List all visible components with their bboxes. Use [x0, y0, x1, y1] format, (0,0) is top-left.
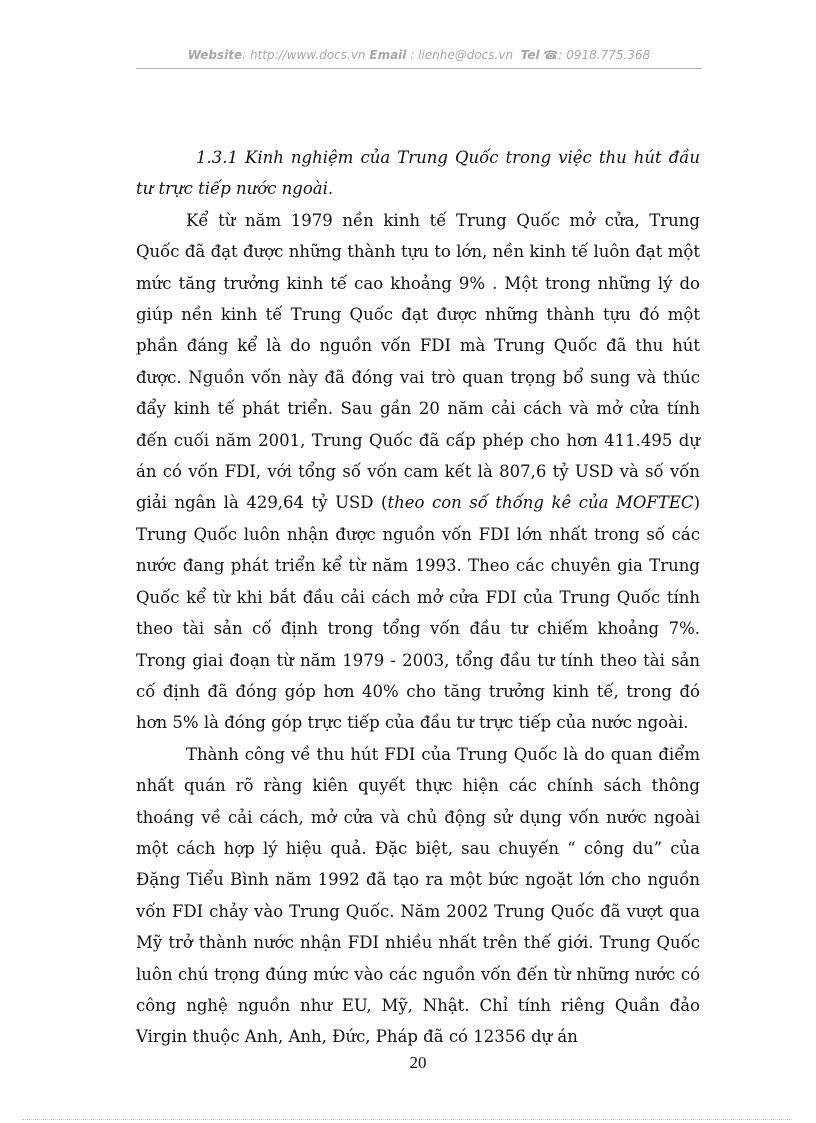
- document-body: [136, 142, 700, 1053]
- header-divider: [136, 68, 702, 69]
- website-url: : http://www.docs.vn: [242, 48, 366, 62]
- email-label: Email: [369, 48, 407, 62]
- paragraph-1: [136, 205, 700, 739]
- page-number: 20: [409, 1053, 427, 1072]
- paragraph-1-text-a: Kể từ năm 1979 nền kinh tế Trung Quốc mở cửa, Trung Quốc đã đạt được những thành tựu to lớn, nền kinh tế luôn đạt một mức tăng trưởng kinh tế cao khoảng 9% . Một trong những lý do giúp nền kinh tế Trung Quốc đạt được những thành tựu đó một phần đáng kể là do nguồn vốn FDI mà Trung Quốc đã thu hút được. Nguồn vốn này đã đóng vai trò quan trọng bổ sung và thúc đẩy kinh tế phát triển. Sau gần 20 năm cải cách và mở cửa tính đến cuối năm 2001, Trung Quốc đã cấp phép cho hơn 411.495 dự án có vốn FDI, với tổng số vốn cam kết là 807,6 tỷ USD và số vốn giải ngân là 429,64 tỷ USD (: [136, 210, 700, 513]
- page-header: [136, 48, 702, 62]
- email-address: : lienhe@docs.vn: [406, 48, 514, 62]
- section-heading: 1.3.1 Kinh nghiệm của Trung Quốc trong việc thu hút đầu tư trực tiếp nước ngoài.: [136, 148, 700, 199]
- tel-number: : 0918.775.368: [558, 48, 651, 62]
- tel-label: Tel: [520, 48, 540, 62]
- phone-icon: ☎: [543, 48, 559, 62]
- paragraph-1-source: theo con số thống kê của MOFTEC: [387, 493, 694, 513]
- paragraph-2: Thành công về thu hút FDI của Trung Quốc là do quan điểm nhất quán rõ ràng kiên quyết thực hiện các chính sách thông thoáng về cải cách, mở cửa và chủ động sử dụng vốn nước ngoài một cách hợp lý hiệu quả. Đặc biệt, sau chuyến “ công du” của Đặng Tiểu Bình năm 1992 đã tạo ra một bức ngoặt lớn cho nguồn vốn FDI chảy vào Trung Quốc. Năm 2002 Trung Quốc đã vượt qua Mỹ trở thành nước nhận FDI nhiều nhất trên thế giới. Trung Quốc luôn chú trọng đúng mức vào các nguồn vốn đến từ những nước có công nghệ nguồn như EU, Mỹ, Nhật. Chỉ tính riêng Quần đảo Virgin thuộc Anh, Anh, Đức, Pháp đã có 12356 dự án: [136, 744, 700, 1047]
- page-bottom-border: [22, 1119, 792, 1120]
- website-label: Website: [187, 48, 243, 62]
- paragraph-1-text-b: ) Trung Quốc luôn nhận được nguồn vốn FDI lớn nhất trong số các nước đang phát triển kể từ năm 1993. Theo các chuyên gia Trung Quốc kể từ khi bắt đầu cải cách mở cửa FDI của Trung Quốc tính theo tài sản cố định trong tổng vốn đầu tư chiếm khoảng 7%. Trong giai đoạn từ năm 1979 - 2003, tổng đầu tư tính theo tài sản cố định đã đóng góp hơn 40% cho tăng trưởng kinh tế, trong đó hơn 5% là đóng góp trực tiếp của đầu tư trực tiếp của nước ngoài.: [136, 493, 700, 733]
